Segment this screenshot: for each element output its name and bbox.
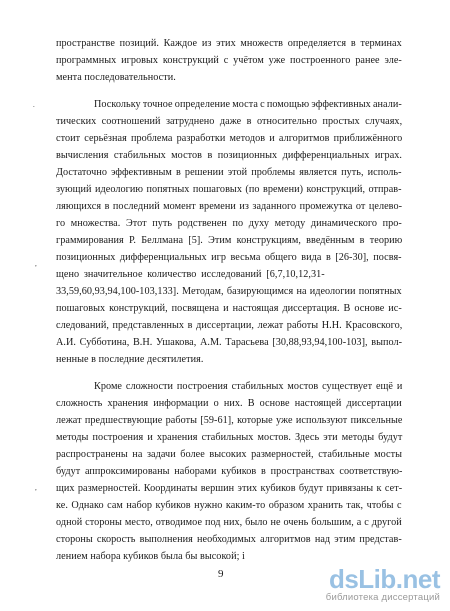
- text-line: пошаговых конструкций, посвящена и настоящая диссертация. В основе ис-: [56, 303, 402, 314]
- margin-mark: .: [33, 101, 35, 109]
- text-line: 33,59,60,93,94,100-103,133]. Методам, базирующимся на идеологии попятных: [56, 286, 402, 297]
- text-line: стоит серьёзная проблема разработки методов и алгоритмов приближённого: [56, 133, 403, 144]
- text-line: го множества. Этот путь родственен по духу методу динамического про-: [56, 218, 402, 229]
- text-line: тических соотношений затруднено даже в относительно простых случаях,: [56, 116, 403, 127]
- text-line: А.И. Субботина, В.Н. Ушакова, А.М. Тарасьева [30,88,93,94,100-103], выпол-: [56, 337, 403, 348]
- page-number: 9: [218, 568, 224, 580]
- text-line: мента последовательности.: [56, 72, 176, 83]
- text-line: Кроме сложности построения стабильных мостов существует ещё и: [94, 381, 403, 392]
- watermark-logo: dsLib.net: [328, 564, 440, 594]
- text-line: вычисления стабильных мостов в позиционных дифференциальных играх.: [56, 150, 403, 161]
- text-line: стороны скорость выполнения необходимых алгоритмов над этим представ-: [56, 534, 402, 545]
- text-line: пространстве позиций. Каждое из этих множеств определяется в терминах: [56, 38, 402, 49]
- text-line: ке. Однако сам набор кубиков нужно каким-то образом хранить так, чтобы с: [56, 500, 402, 511]
- text-line: лежат предшествующие работы [59-61], которые уже используют пиксельные: [56, 415, 403, 426]
- text-line: ляющихся в последний момент времени из заданного промежутка от целево-: [56, 201, 403, 212]
- text-line: ненные в последние десятилетия.: [56, 354, 204, 365]
- watermark: [296, 564, 446, 606]
- text-line: методы построения и хранения стабильных мостов. Здесь эти методы будут: [56, 432, 403, 443]
- text-line: распространены на задачи более высоких размерностей, стабильные мосты: [56, 449, 402, 460]
- text-line: щено значительное количество исследований [6,7,10,12,31-: [56, 269, 325, 280]
- text-line: Достаточно эффективным в решении этой проблемы является путь, исполь-: [56, 167, 402, 178]
- text-line: щих размерностей. Координаты вершин этих кубиков будут привязаны к сет-: [56, 483, 403, 494]
- margin-mark: ,: [35, 260, 37, 268]
- text-line: позиционных дифференциальных игр весьма общего вида в [26-30], посвя-: [56, 252, 402, 263]
- text-line: зующий идеологию попятных пошаговых (по времени) конструкций, отправ-: [56, 184, 402, 195]
- margin-mark: ,: [35, 484, 37, 492]
- text-line: следований, представленных в диссертации, лежат работы Н.Н. Красовского,: [56, 320, 403, 331]
- text-line: сложность хранения информации о них. В основе настоящей диссертации: [56, 398, 402, 409]
- text-line: граммирования Р. Беллмана [5]. Этим конструкциям, введённым в теорию: [56, 235, 403, 246]
- text-line: одной стороны место, отводимое под них, было не очень большим, а с другой: [56, 517, 402, 528]
- text-line: будут аппроксимированы наборами кубиков в пространствах соответствую-: [56, 466, 403, 477]
- text-line: Поскольку точное определение моста с помощью эффективных анали-: [94, 99, 402, 110]
- watermark-subtitle: библиотека диссертаций: [325, 592, 440, 603]
- text-line: лением набора кубиков была бы высокой; і: [56, 551, 245, 562]
- text-line: программных игровых конструкций с учётом уже построенного ранее эле-: [56, 55, 402, 66]
